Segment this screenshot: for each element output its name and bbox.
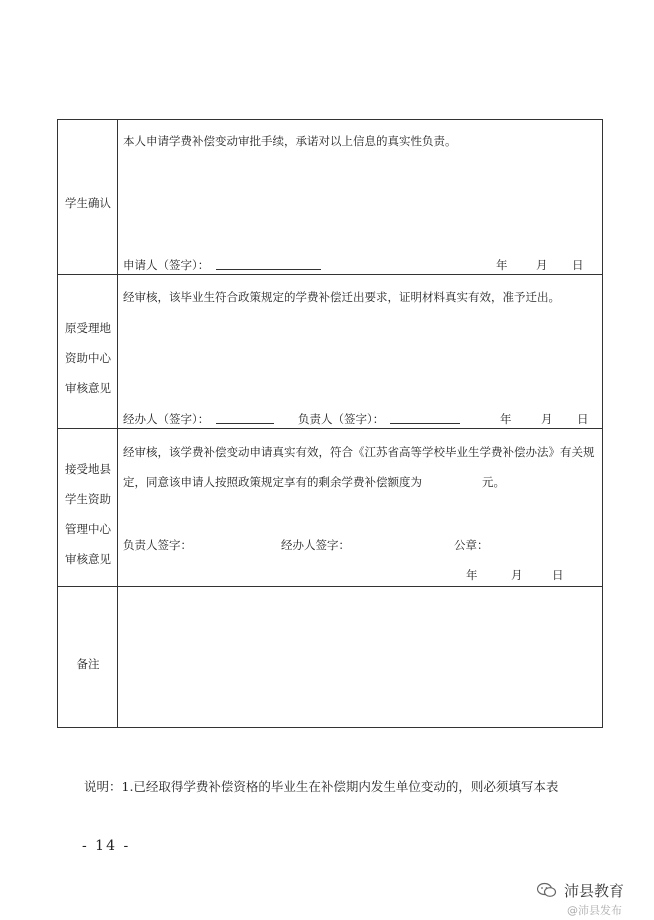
handler-sign-line[interactable]: [216, 423, 274, 424]
table-column-divider: [117, 119, 118, 728]
year-label: 年: [500, 412, 512, 426]
amount-unit: 元。: [482, 475, 505, 489]
row-label-receiving-line2: 学生资助: [65, 492, 111, 506]
row-label-original-line3: 审核意见: [65, 381, 111, 395]
row-label-remarks: 备注: [76, 657, 100, 671]
table-row-divider: [57, 274, 603, 275]
handler-sign-label: 经办人（签字）：: [123, 412, 210, 426]
watermark-sub: @沛县发布: [567, 904, 622, 917]
watermark-name: 沛县教育: [564, 882, 625, 900]
handler-sign-label: 经办人签字：: [281, 538, 350, 552]
month-label: 月: [541, 412, 553, 426]
seal-label: 公章：: [454, 538, 489, 552]
table-border-left: [57, 119, 58, 728]
month-label: 月: [536, 258, 548, 272]
row-label-student-confirm: 学生确认: [65, 196, 111, 210]
receiving-statement-line1: 经审核，该学费补偿变动申请真实有效，符合《江苏省高等学校毕业生学费补偿办法》有关规: [123, 445, 595, 459]
month-label: 月: [511, 568, 523, 582]
day-label: 日: [577, 412, 589, 426]
table-border-right: [602, 119, 603, 728]
responsible-sign-label: 负责人（签字）：: [298, 412, 385, 426]
watermark: [537, 880, 652, 920]
row-label-original-line2: 资助中心: [65, 351, 111, 365]
receiving-statement-line2: 定，同意该申请人按照政策规定享有的剩余学费补偿额度为: [123, 475, 422, 489]
original-statement: 经审核，该毕业生符合政策规定的学费补偿迁出要求，证明材料真实有效，准予迁出。: [123, 290, 560, 304]
table-row-divider: [57, 428, 603, 429]
page-number: - 14 -: [82, 838, 131, 854]
student-statement: 本人申请学费补偿变动审批手续，承诺对以上信息的真实性负责。: [123, 134, 457, 148]
year-label: 年: [496, 258, 508, 272]
row-label-receiving-line3: 管理中心: [65, 522, 111, 536]
table-row-divider: [57, 586, 603, 587]
table-border-bottom: [57, 727, 603, 728]
row-label-receiving-line1: 接受地县: [65, 462, 111, 476]
wechat-icon: [537, 882, 557, 902]
applicant-sign-line[interactable]: [216, 269, 321, 270]
row-label-receiving-line4: 审核意见: [65, 552, 111, 566]
responsible-sign-line[interactable]: [390, 423, 460, 424]
day-label: 日: [552, 568, 564, 582]
day-label: 日: [572, 258, 584, 272]
row-label-original-line1: 原受理地: [65, 321, 111, 335]
applicant-sign-label: 申请人（签字）：: [123, 258, 210, 272]
year-label: 年: [466, 568, 478, 582]
footnote: 说明：1.已经取得学费补偿资格的毕业生在补偿期内发生单位变动的，则必须填写本表: [84, 779, 559, 794]
table-border-top: [57, 119, 603, 120]
responsible-sign-label: 负责人签字：: [123, 538, 192, 552]
